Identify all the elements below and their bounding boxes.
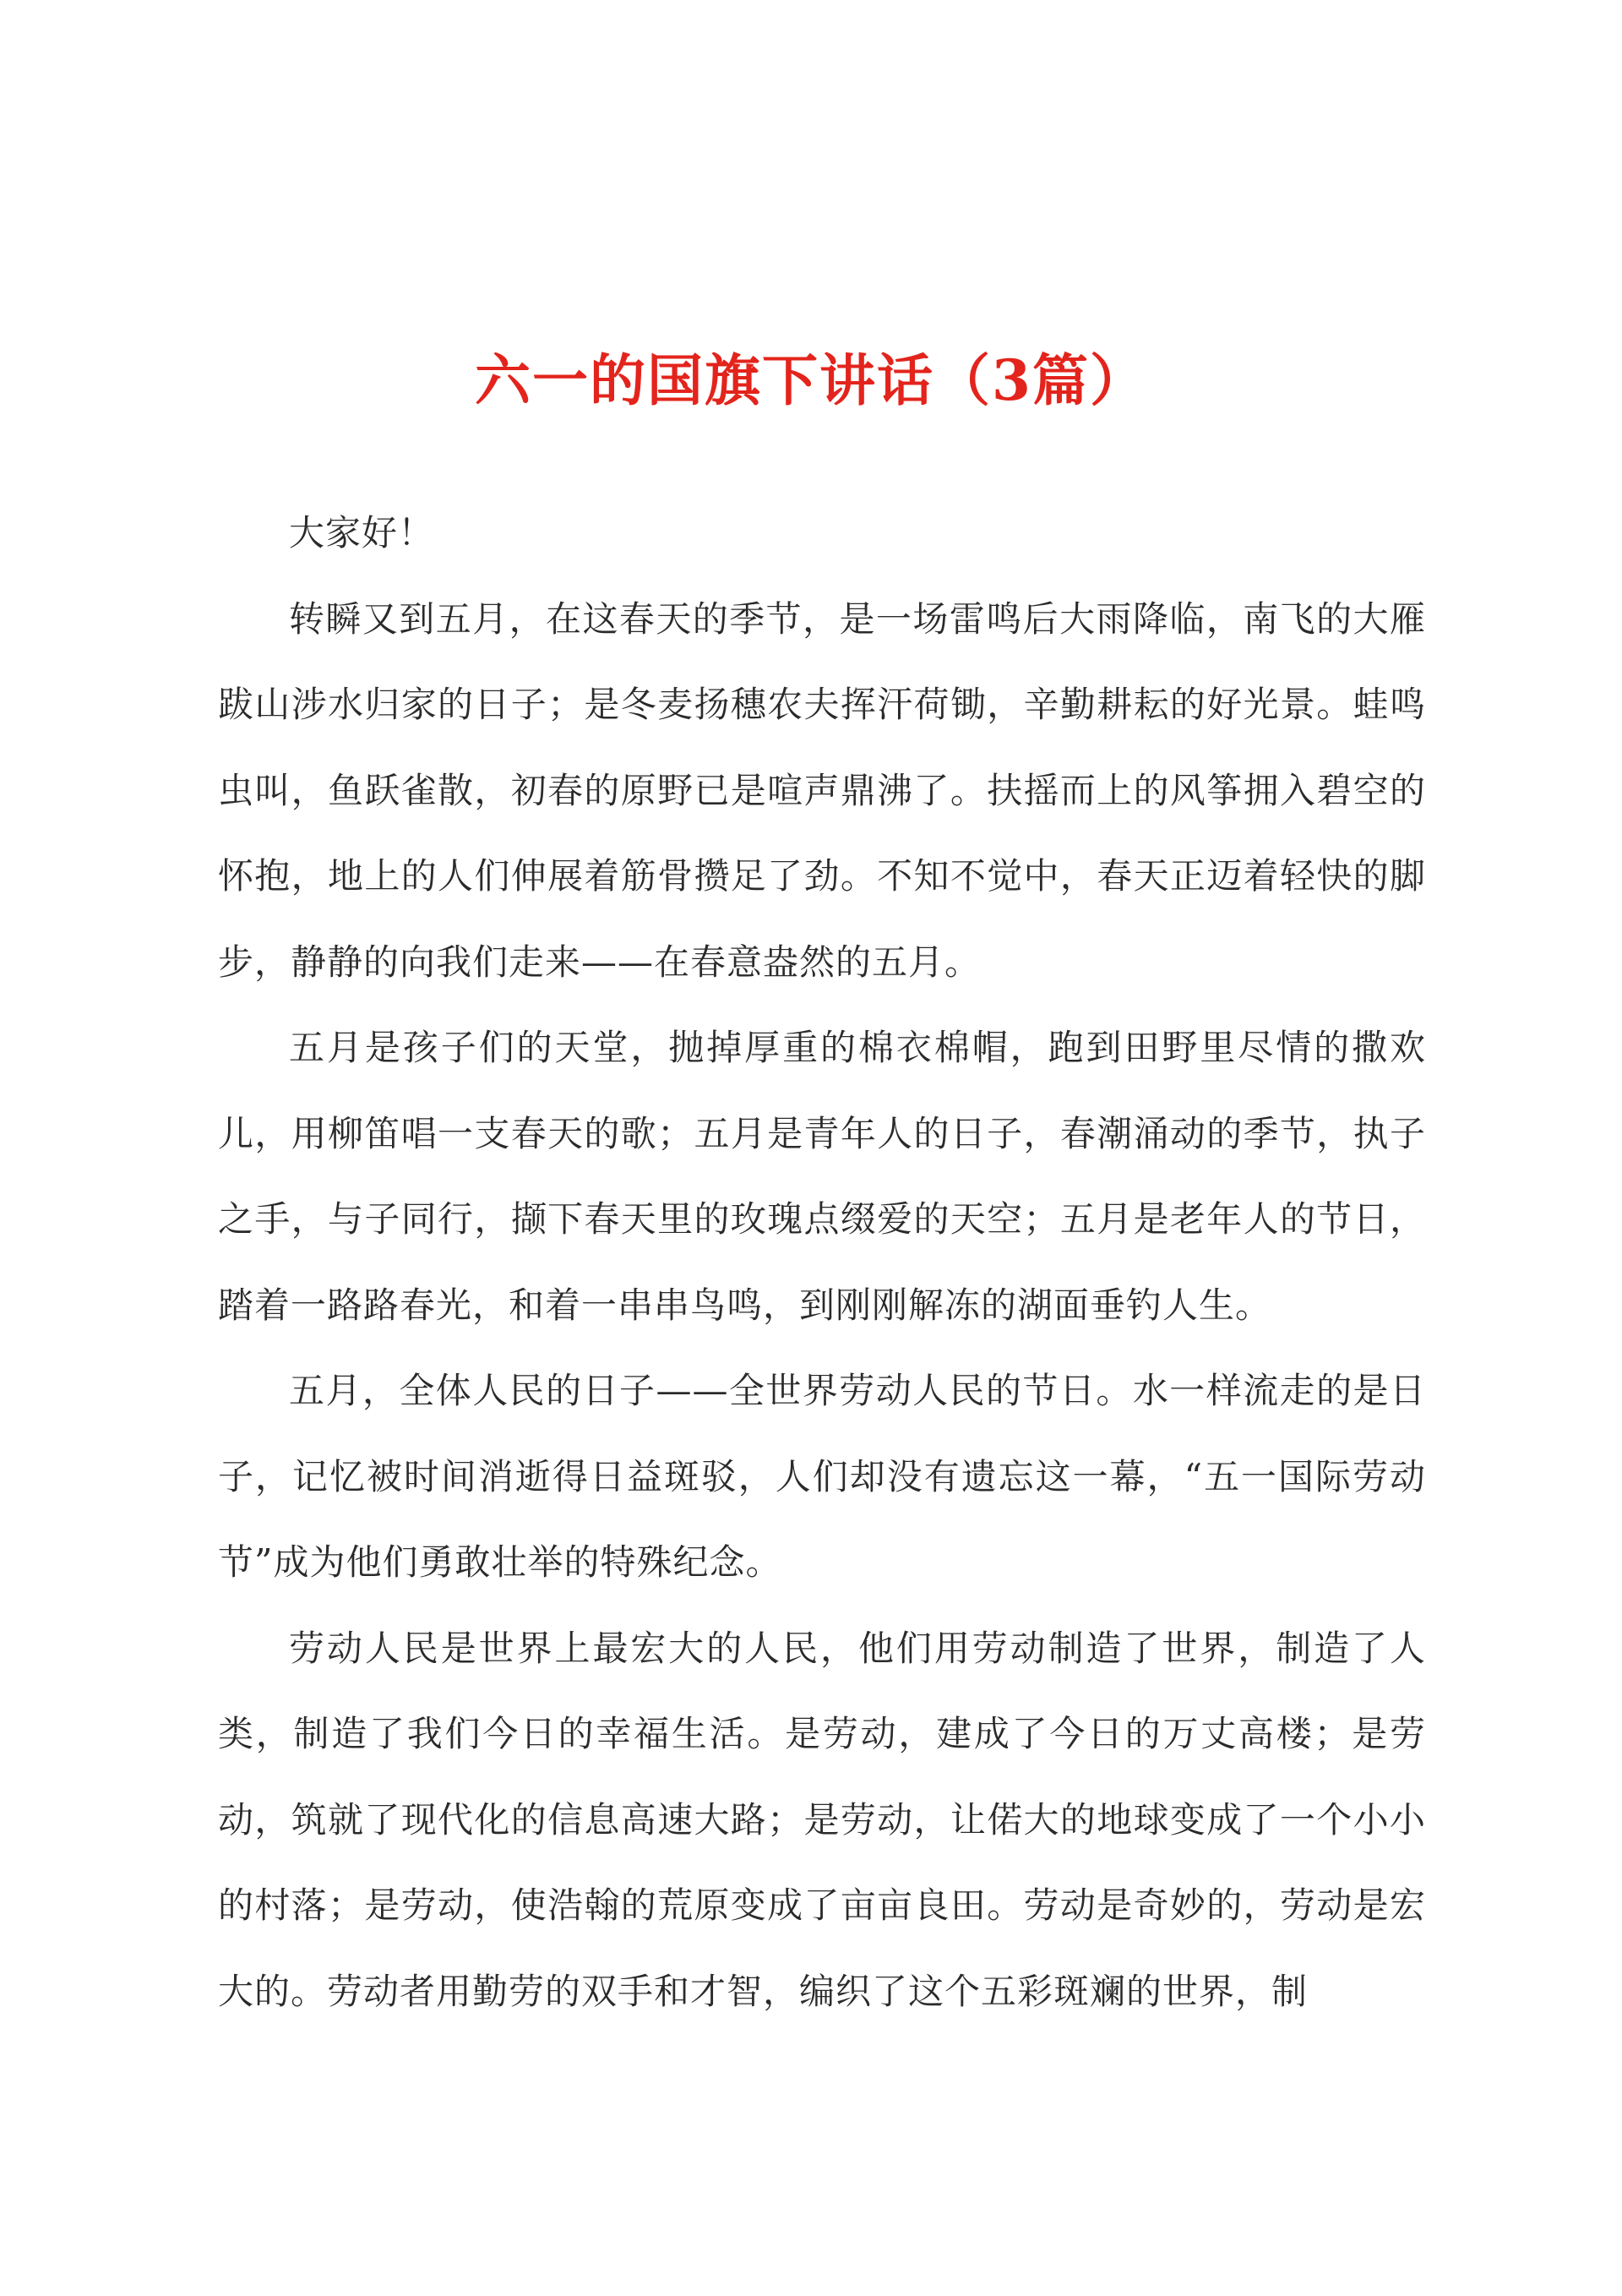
body-paragraph: 五月是孩子们的天堂，抛掉厚重的棉衣棉帽，跑到田野里尽情的撒欢儿，用柳笛唱一支春天的歌；五月是青年人的日子，春潮涌动的季节，执子之手，与子同行，撷下春天里的玫瑰点缀爱的天空；五月是老年人的节日，踏着一路路春光，和着一串串鸟鸣，到刚刚解冻的湖面垂钓人生。 [218,1027,1426,1326]
greeting-paragraph: 大家好！ [289,512,435,554]
body-paragraph: 转瞬又到五月，在这春天的季节，是一场雷鸣后大雨降临，南飞的大雁跋山涉水归家的日子；是冬麦扬穗农夫挥汗荷锄，辛勤耕耘的好光景。蛙鸣虫叫，鱼跃雀散，初春的原野已是喧声鼎沸了。扶摇而上的风筝拥入碧空的怀抱，地上的人们伸展着筋骨攒足了劲。不知不觉中，春天正迈着轻快的脚步，静静的向我们走来——在春意盎然的五月。 [218,597,1426,983]
body-paragraph: 劳动人民是世界上最宏大的人民，他们用劳动制造了世界，制造了人类，制造了我们今日的幸福生活。是劳动，建成了今日的万丈高楼；是劳动，筑就了现代化的信息高速大路；是劳动，让偌大的地球变成了一个小小的村落；是劳动，使浩翰的荒原变成了亩亩良田。劳动是奇妙的，劳动是宏大的。劳动者用勤劳的双手和才智，编织了这个五彩斑斓的世界，制 [218,1627,1426,2012]
document-title: 六一的国旗下讲话（3篇） [475,347,1147,413]
document-body [218,490,1426,2034]
body-paragraph: 五月，全体人民的日子——全世界劳动人民的节日。水一样流走的是日子，记忆被时间消逝得日益斑驳，人们却没有遗忘这一幕，“五一国际劳动节”成为他们勇敢壮举的特殊纪念。 [218,1370,1426,1583]
